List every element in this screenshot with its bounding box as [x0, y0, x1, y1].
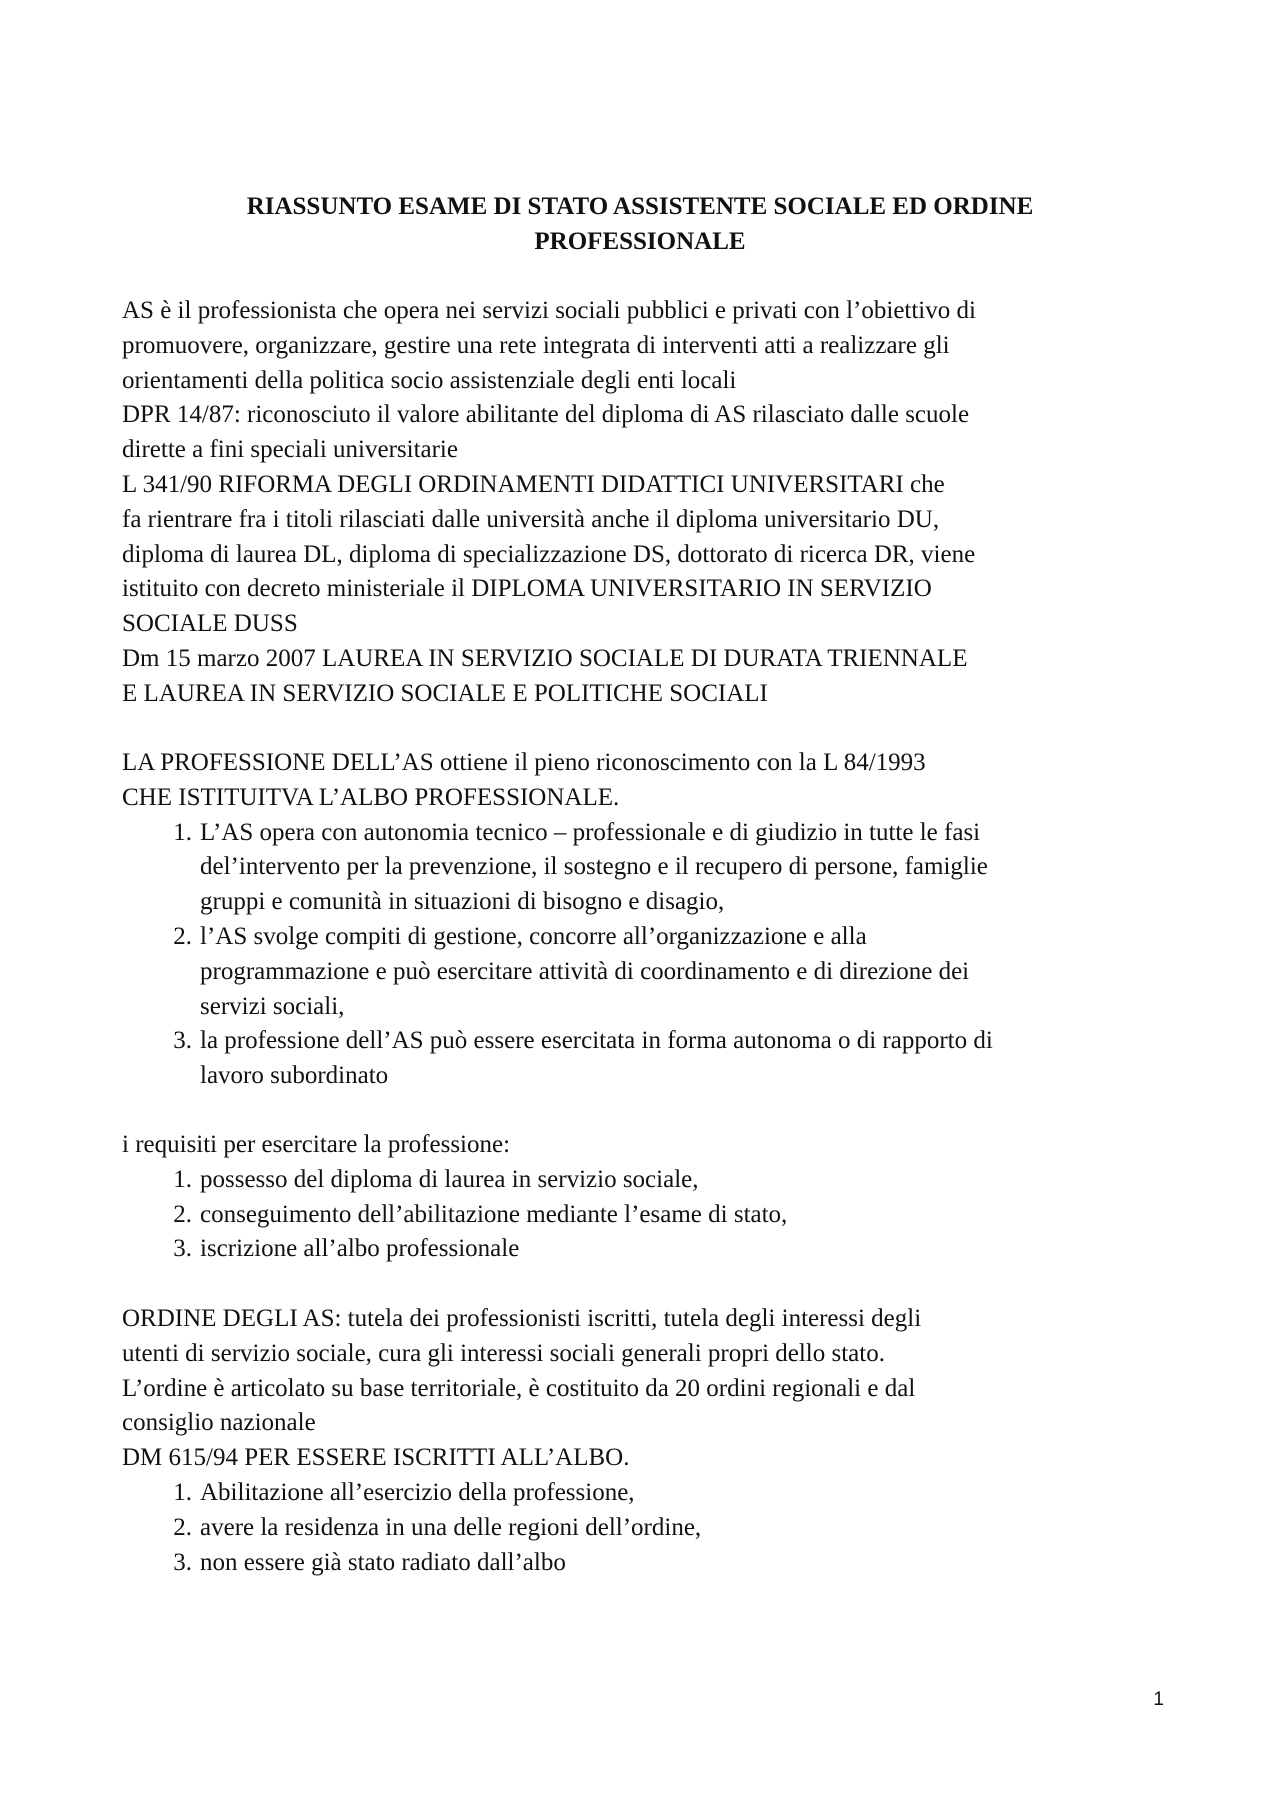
list-item	[122, 920, 1192, 955]
list-number: 1.	[173, 1478, 192, 1506]
text-line: fa rientrare fra i titoli rilasciati dalle università anche il diploma universitario DU,	[122, 505, 940, 533]
text-line: Dm 15 marzo 2007 LAUREA IN SERVIZIO SOCIALE DI DURATA TRIENNALE	[122, 644, 968, 672]
list-text: del’intervento per la prevenzione, il sostegno e il recupero di persone, famiglie	[200, 853, 988, 881]
title-line: PROFESSIONALE	[534, 227, 746, 255]
list-text: L’AS opera con autonomia tecnico – professionale e di giudizio in tutte le fasi	[200, 818, 981, 846]
text-line: ORDINE DEGLI AS: tutela dei professionisti iscritti, tutela degli interessi degli	[122, 1305, 922, 1332]
text-line: E LAUREA IN SERVIZIO SOCIALE E POLITICHE SOCIALI	[122, 679, 768, 707]
list-item-continuation	[122, 850, 1192, 885]
text-line: CHE ISTITUITVA L’ALBO PROFESSIONALE.	[122, 783, 620, 811]
list-item-continuation	[122, 990, 1192, 1025]
list-number: 1.	[173, 818, 192, 846]
list-number: 1.	[173, 1165, 192, 1193]
list-number: 2.	[173, 922, 192, 950]
list-item-continuation	[122, 955, 1192, 990]
intro-section	[122, 294, 1192, 712]
list-text: lavoro subordinato	[200, 1062, 389, 1090]
list-number: 2.	[173, 1200, 192, 1228]
list-text: l’AS svolge compiti di gestione, concorre all’organizzazione e alla	[200, 922, 867, 950]
list-item	[122, 816, 1192, 851]
list-item	[122, 1163, 1192, 1198]
text-line: LA PROFESSIONE DELL’AS ottiene il pieno riconoscimento con la L 84/1993	[122, 749, 926, 776]
list-item-continuation	[122, 1059, 1192, 1094]
list-item	[122, 1476, 1192, 1511]
list-text: avere la residenza in una delle regioni dell’ordine,	[200, 1513, 702, 1541]
text-line: dirette a fini speciali universitarie	[122, 436, 458, 464]
text-line: utenti di servizio sociale, cura gli interessi sociali generali propri dello stato.	[122, 1339, 885, 1367]
list-item	[122, 1232, 1192, 1267]
text-line: promuovere, organizzare, gestire una rete integrata di interventi atti a realizzare gli	[122, 331, 950, 359]
list-text: possesso del diploma di laurea in servizio sociale,	[200, 1165, 699, 1193]
list-item	[122, 1198, 1192, 1233]
text-line: DPR 14/87: riconosciuto il valore abilitante del diploma di AS rilasciato dalle scuole	[122, 401, 970, 429]
list-number: 2.	[173, 1513, 192, 1541]
list-number: 3.	[173, 1027, 192, 1055]
profession-list	[122, 816, 1192, 1094]
list-item	[122, 1546, 1192, 1581]
list-text: gruppi e comunità in situazioni di bisogno e disagio,	[200, 888, 725, 916]
list-text: conseguimento dell’abilitazione mediante l’esame di stato,	[200, 1200, 788, 1228]
document-title	[122, 190, 1158, 260]
order-section	[122, 1302, 1192, 1580]
list-text: programmazione e può esercitare attività di coordinamento e di direzione dei	[200, 957, 970, 985]
list-number: 3.	[173, 1235, 192, 1263]
title-line: RIASSUNTO ESAME DI STATO ASSISTENTE SOCIALE ED ORDINE	[246, 193, 1034, 220]
text-line: L 341/90 RIFORMA DEGLI ORDINAMENTI DIDATTICI UNIVERSITARI che	[122, 470, 945, 498]
list-text: la professione dell’AS può essere esercitata in forma autonoma o di rapporto di	[200, 1027, 993, 1055]
list-text: servizi sociali,	[200, 992, 345, 1020]
list-item	[122, 1511, 1192, 1546]
list-text: non essere già stato radiato dall’albo	[200, 1548, 566, 1576]
text-line: L’ordine è articolato su base territoriale, è costituito da 20 ordini regionali e dal	[122, 1374, 916, 1402]
list-number: 3.	[173, 1548, 192, 1576]
text-line: SOCIALE DUSS	[122, 610, 298, 638]
requirements-list	[122, 1163, 1192, 1267]
text-line: i requisiti per esercitare la professione:	[122, 1131, 511, 1158]
text-line: istituito con decreto ministeriale il DIPLOMA UNIVERSITARIO IN SERVIZIO	[122, 575, 932, 603]
text-line: DM 615/94 PER ESSERE ISCRITTI ALL’ALBO.	[122, 1444, 630, 1472]
text-line: orientamenti della politica socio assistenziale degli enti locali	[122, 366, 737, 394]
profession-section	[122, 746, 1192, 1094]
order-list	[122, 1476, 1192, 1580]
text-line: AS è il professionista che opera nei servizi sociali pubblici e privati con l’obiettivo di	[122, 297, 976, 324]
text-line: diploma di laurea DL, diploma di specializzazione DS, dottorato di ricerca DR, viene	[122, 540, 976, 568]
requirements-section	[122, 1128, 1192, 1267]
list-item-continuation	[122, 885, 1192, 920]
text-line: consiglio nazionale	[122, 1409, 316, 1437]
list-text: iscrizione all’albo professionale	[200, 1235, 520, 1263]
page-number: 1	[1153, 1689, 1164, 1710]
list-item	[122, 1024, 1192, 1059]
list-text: Abilitazione all’esercizio della professione,	[200, 1478, 635, 1506]
